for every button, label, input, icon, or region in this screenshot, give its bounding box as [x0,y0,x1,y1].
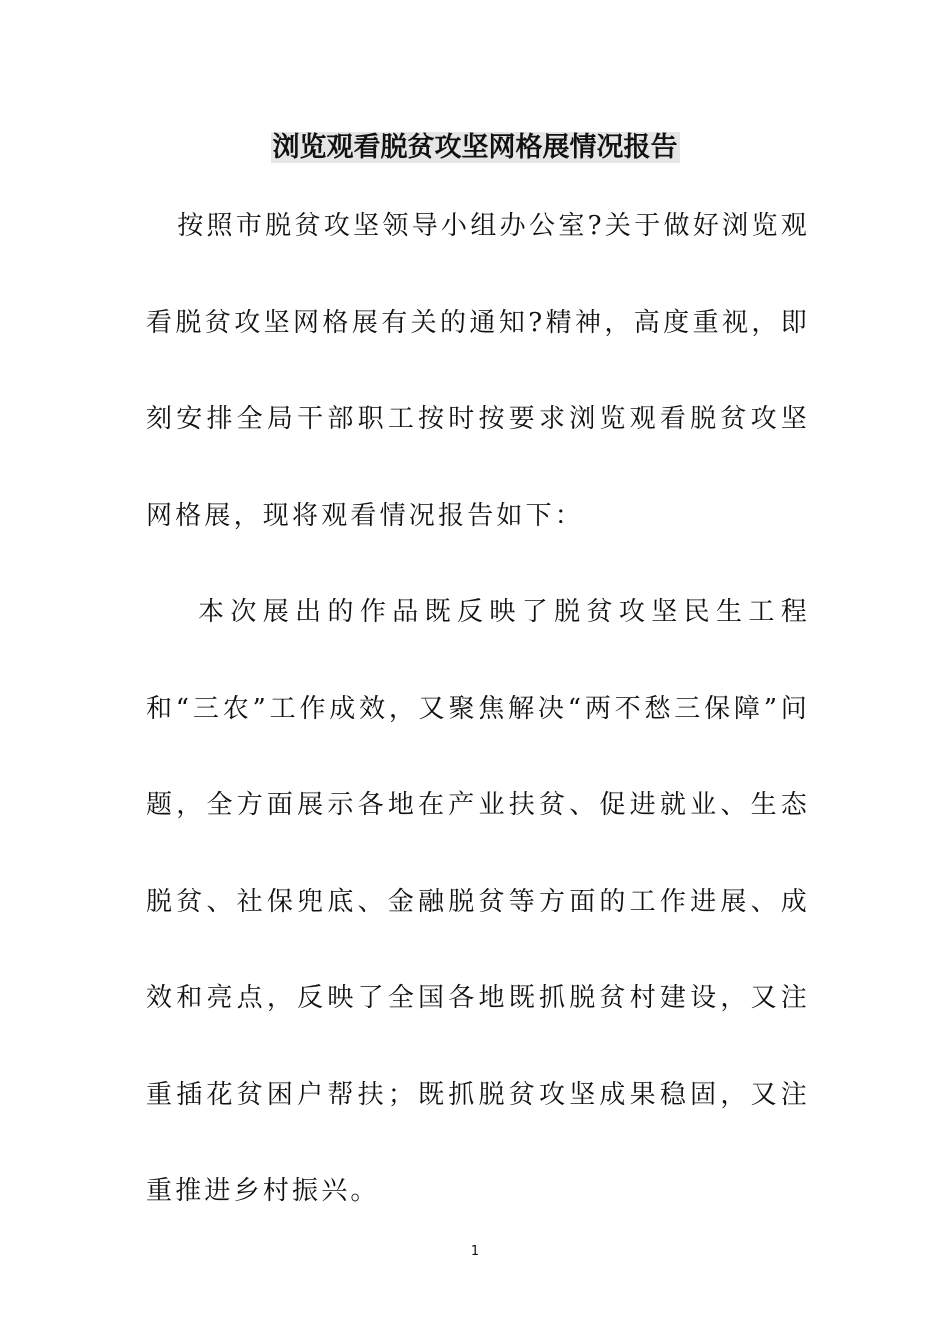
paragraph-intro: 按照市脱贫攻坚领导小组办公室?关于做好浏览观看脱贫攻坚网格展有关的通知?精神，高度重视，即刻安排全局干部职工按时按要求浏览观看脱贫攻坚网格展，现将观看情况报告如下： [146,211,810,531]
document-title [0,128,950,168]
page-number: 1 [470,1244,480,1259]
document-body [146,178,810,1240]
document-title-text: 浏览观看脱贫攻坚网格展情况报告 [272,132,678,163]
paragraph-exhibition-summary: 本次展出的作品既反映了脱贫攻坚民生工程和“三农”工作成效，又聚焦解决“两不愁三保障”问题，全方面展示各地在产业扶贫、促进就业、生态脱贫、社保兜底、金融脱贫等方面的工作进展、成效和亮点，反映了全国各地既抓脱贫村建设，又注重插花贫困户帮扶；既抓脱贫攻坚成果稳固，又注重推进乡村振兴。 [146,597,810,1206]
